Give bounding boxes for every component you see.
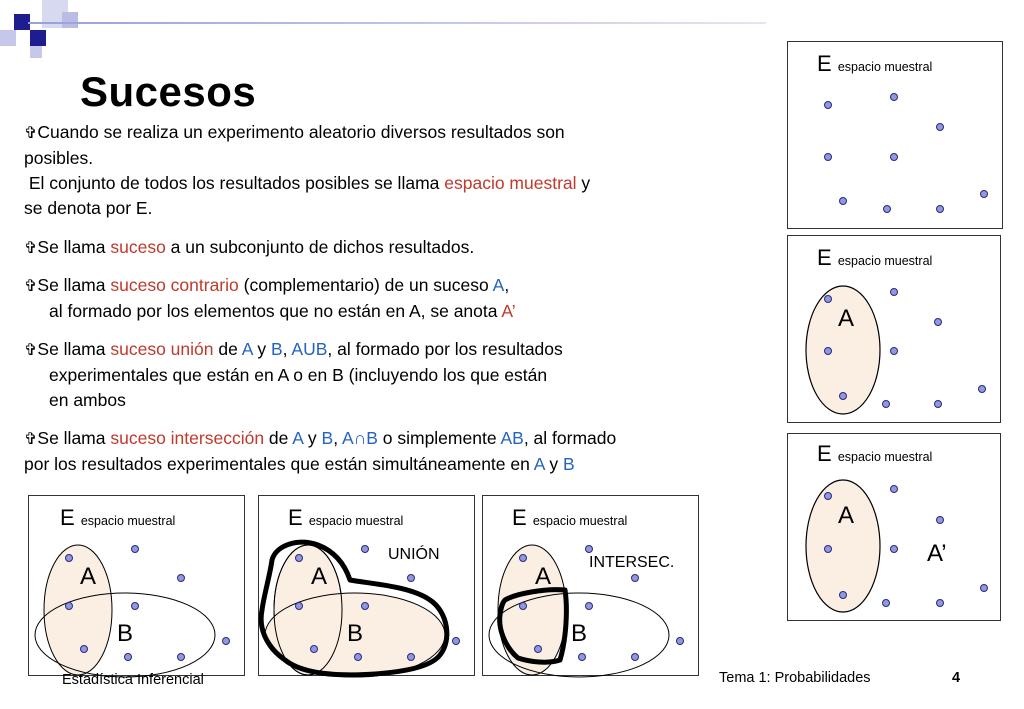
event-a-label: A	[535, 563, 552, 590]
paragraph-4: ✞Se llama suceso unión de A y B, AUB, al formado por los resultados experimentales que están en A o en B (incluyendo los que están en ambos	[24, 339, 563, 410]
footer-left: Estadística Inferencial	[62, 672, 204, 688]
paragraph-3: ✞Se llama suceso contrario (complementario) de un suceso A, al formado por los elementos que no están en A, se anota A’	[24, 275, 516, 321]
event-a-label: A	[838, 305, 855, 332]
event-b-label: B	[347, 620, 364, 647]
diagram-label: E espacio muestral	[288, 505, 404, 530]
event-b-label: B	[571, 620, 588, 647]
footer-center: Tema 1: Probabilidades	[719, 670, 871, 686]
diagram-label: E espacio muestral	[60, 505, 176, 530]
event-b-label: B	[117, 620, 134, 647]
union-label: UNIÓN	[388, 546, 440, 563]
event-a-region	[44, 545, 112, 675]
event-a-label: A	[311, 563, 328, 590]
complement-label: A’	[927, 540, 947, 567]
event-a-label: A	[80, 563, 97, 590]
page-number: 4	[952, 670, 961, 686]
bullet-icon: ✞	[24, 342, 38, 359]
event-a-region	[498, 545, 566, 675]
bullet-icon: ✞	[24, 278, 38, 295]
diagram-label: E espacio muestral	[817, 441, 933, 466]
intersection-label: INTERSEC.	[589, 554, 675, 571]
diagram-label: E espacio muestral	[817, 51, 933, 76]
diagram-label: E espacio muestral	[817, 245, 933, 270]
bullet-icon: ✞	[24, 431, 38, 448]
paragraph-5: ✞Se llama suceso intersección de A y B, A∩B o simplemente AB, al formado por los resultados experimentales que están simultáneamente en A y B	[24, 428, 617, 474]
slide-title: Sucesos	[80, 68, 257, 115]
paragraph-2: ✞Se llama suceso a un subconjunto de dichos resultados.	[24, 237, 475, 257]
bullet-icon: ✞	[24, 240, 38, 257]
event-a-label: A	[838, 502, 855, 529]
bullet-icon: ✞	[24, 125, 38, 142]
paragraph-1: ✞Cuando se realiza un experimento aleatorio diversos resultados son posibles. El conjunto de todos los resultados posibles se llama espacio muestral y se denota por E.	[24, 122, 591, 218]
diagram-label: E espacio muestral	[512, 505, 628, 530]
